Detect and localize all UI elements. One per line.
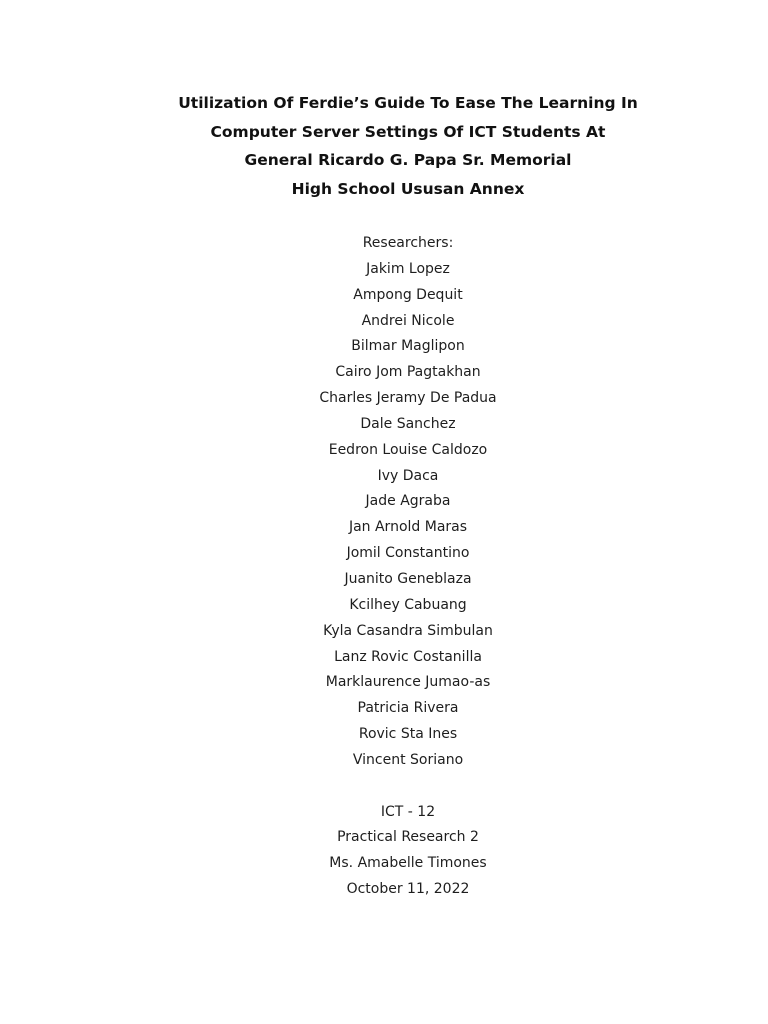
researcher-name: Bilmar Maglipon [351, 338, 465, 355]
title-line: High School Ususan Annex [291, 179, 525, 198]
title-line: General Ricardo G. Papa Sr. Memorial [244, 151, 572, 169]
section-label: ICT - 12 [380, 803, 436, 820]
researcher-name: Jade Agraba [365, 493, 451, 510]
researcher-name: Dale Sanchez [360, 415, 456, 432]
researcher-name: Ampong Dequit [353, 286, 463, 303]
researcher-name: Eedron Louise Caldozo [328, 441, 488, 458]
title-line: Computer Server Settings Of ICT Students At [210, 122, 606, 141]
researcher-name: Kyla Casandra Simbulan [323, 622, 493, 639]
teacher-name: Ms. Amabelle Timones [329, 855, 487, 872]
researcher-name: Jomil Constantino [346, 545, 470, 562]
researcher-name: Cairo Jom Pagtakhan [335, 364, 481, 381]
researcher-name: Andrei Nicole [361, 312, 455, 329]
researcher-name: Kcilhey Cabuang [349, 596, 467, 613]
subject-label: Practical Research 2 [337, 829, 479, 846]
document-title [0, 89, 768, 203]
document-date: October 11, 2022 [346, 881, 470, 898]
researcher-name: Lanz Rovic Costanilla [334, 648, 482, 665]
researcher-name: Charles Jeramy De Padua [319, 390, 497, 407]
title-line: Utilization Of Ferdie’s Guide To Ease The Learning In [178, 94, 638, 112]
researchers-list [0, 257, 768, 774]
researcher-name: Juanito Geneblaza [344, 570, 472, 587]
researcher-name: Rovic Sta Ines [358, 726, 458, 743]
researchers-heading: Researchers: [362, 235, 454, 251]
spacer [0, 774, 768, 800]
researcher-name: Ivy Daca [377, 467, 439, 484]
researcher-name: Vincent Soriano [352, 751, 464, 768]
researcher-name: Jan Arnold Maras [348, 519, 468, 536]
researcher-name: Jakim Lopez [366, 260, 450, 277]
document-body [0, 231, 768, 903]
researcher-name: Marklaurence Jumao-as [325, 674, 491, 691]
researcher-name: Patricia Rivera [357, 700, 459, 717]
